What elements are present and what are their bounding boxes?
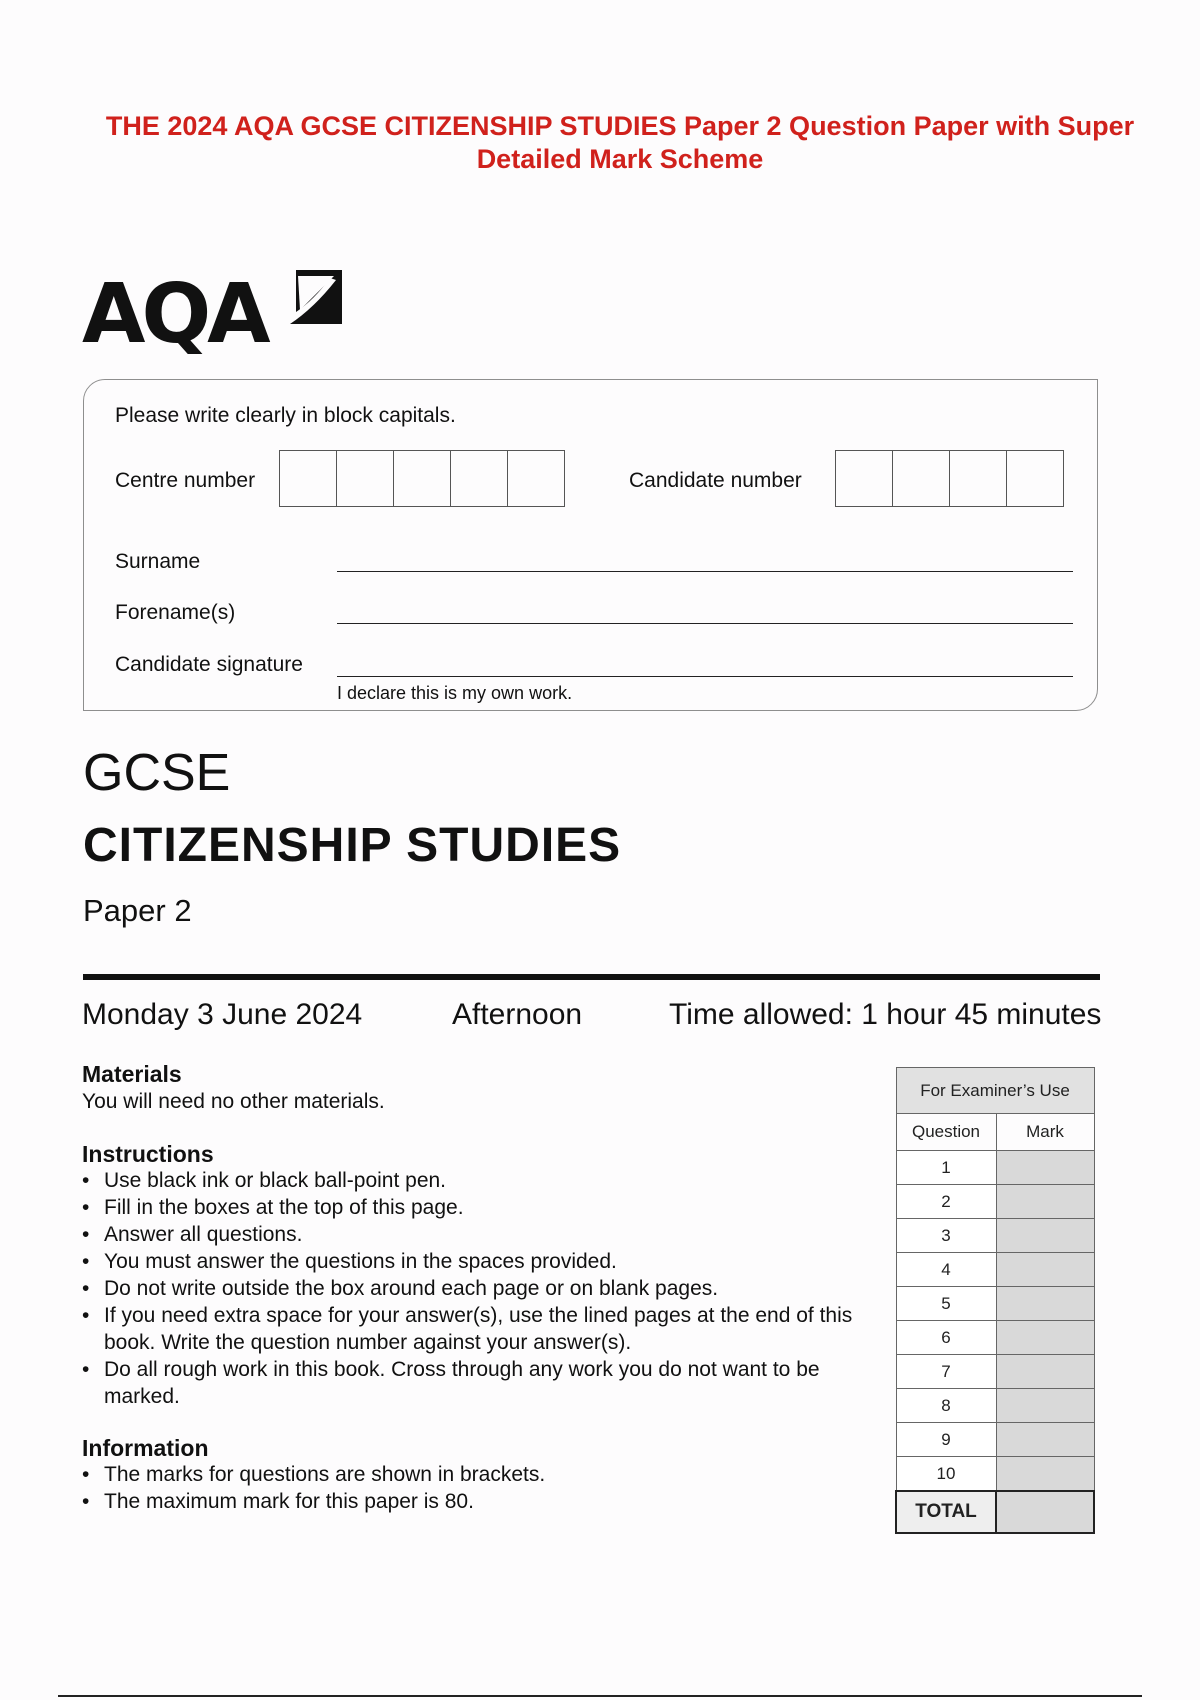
- list-item: • Use black ink or black ball-point pen.: [82, 1167, 872, 1194]
- mark-cell: [996, 1219, 1094, 1253]
- table-row: [896, 1457, 1094, 1492]
- table-row: [896, 1389, 1094, 1423]
- mark-cell: [996, 1287, 1094, 1321]
- list-item: • The maximum mark for this paper is 80.: [82, 1488, 872, 1515]
- table-row: [896, 1219, 1094, 1253]
- total-row: [896, 1491, 1094, 1533]
- time-allowed: Time allowed: 1 hour 45 minutes: [669, 998, 1102, 1031]
- instructions-list: [82, 1167, 872, 1410]
- table-row: [896, 1423, 1094, 1457]
- own-work-declaration: I declare this is my own work.: [337, 683, 573, 703]
- mark-cell: [996, 1185, 1094, 1219]
- question-number: 9: [896, 1423, 996, 1457]
- mark-cell: [996, 1457, 1094, 1492]
- forenames-label: Forename(s): [115, 601, 236, 624]
- mark-cell: [996, 1355, 1094, 1389]
- list-item: • You must answer the questions in the spaces provided.: [82, 1248, 872, 1275]
- candidate-number-digit[interactable]: [1007, 451, 1063, 506]
- exam-session: Afternoon: [452, 998, 583, 1031]
- mark-cell: [996, 1151, 1094, 1185]
- mark-column-header: Mark: [996, 1114, 1094, 1151]
- heading-divider: [83, 974, 1100, 980]
- centre-number-digit[interactable]: [451, 451, 508, 506]
- question-number: 1: [896, 1151, 996, 1185]
- table-row: [896, 1287, 1094, 1321]
- materials-text: You will need no other materials.: [82, 1090, 385, 1113]
- question-number: 2: [896, 1185, 996, 1219]
- aqa-logo: [82, 265, 352, 365]
- instructions-heading: Instructions: [82, 1141, 214, 1167]
- centre-number-label: Centre number: [115, 469, 256, 492]
- table-row: [896, 1321, 1094, 1355]
- total-mark-cell: [996, 1491, 1094, 1533]
- materials-heading: Materials: [82, 1061, 182, 1087]
- table-row: [896, 1253, 1094, 1287]
- information-list: [82, 1461, 872, 1515]
- centre-number-boxes[interactable]: [279, 450, 565, 507]
- question-number: 3: [896, 1219, 996, 1253]
- information-heading: Information: [82, 1435, 209, 1461]
- centre-number-digit[interactable]: [394, 451, 451, 506]
- centre-number-digit[interactable]: [508, 451, 564, 506]
- list-item: • The marks for questions are shown in brackets.: [82, 1461, 872, 1488]
- document-banner-title: THE 2024 AQA GCSE CITIZENSHIP STUDIES Paper 2 Question Paper with Super Detailed Mark Scheme: [105, 111, 1135, 174]
- examiners-use-title: For Examiner’s Use: [896, 1068, 1094, 1114]
- list-item: • Do all rough work in this book. Cross through any work you do not want to be marked.: [82, 1356, 872, 1410]
- list-item: • Fill in the boxes at the top of this page.: [82, 1194, 872, 1221]
- question-number: 8: [896, 1389, 996, 1423]
- aqa-logo-text: AQA: [82, 267, 267, 362]
- mark-cell: [996, 1423, 1094, 1457]
- question-number: 4: [896, 1253, 996, 1287]
- footer-divider: [58, 1695, 1142, 1697]
- mark-cell: [996, 1321, 1094, 1355]
- list-item: • If you need extra space for your answer(s), use the lined pages at the end of this book. Write the question number against your answer(s).: [82, 1302, 872, 1356]
- aqa-logo-mark-icon: [284, 268, 344, 326]
- total-label: TOTAL: [896, 1491, 996, 1533]
- list-item: • Do not write outside the box around each page or on blank pages.: [82, 1275, 872, 1302]
- paper-number: Paper 2: [83, 893, 192, 928]
- question-number: 7: [896, 1355, 996, 1389]
- forenames-field[interactable]: [337, 623, 1073, 624]
- candidate-number-digit[interactable]: [836, 451, 893, 506]
- exam-date: Monday 3 June 2024: [82, 998, 363, 1031]
- candidate-number-label: Candidate number: [629, 469, 802, 492]
- list-item: • Answer all questions.: [82, 1221, 872, 1248]
- question-number: 5: [896, 1287, 996, 1321]
- mark-cell: [996, 1253, 1094, 1287]
- qualification-level: GCSE: [83, 744, 231, 802]
- candidate-number-digit[interactable]: [893, 451, 950, 506]
- question-column-header: Question: [896, 1114, 996, 1151]
- block-capitals-instruction: Please write clearly in block capitals.: [115, 404, 456, 427]
- candidate-details-box: [83, 379, 1098, 711]
- subject-title: CITIZENSHIP STUDIES: [83, 819, 622, 872]
- candidate-signature-field[interactable]: [337, 676, 1073, 677]
- mark-cell: [996, 1389, 1094, 1423]
- candidate-number-digit[interactable]: [950, 451, 1007, 506]
- candidate-signature-label: Candidate signature: [115, 653, 303, 676]
- candidate-number-boxes[interactable]: [835, 450, 1064, 507]
- question-number: 10: [896, 1457, 996, 1492]
- examiners-use-table: [895, 1067, 1095, 1534]
- centre-number-digit[interactable]: [280, 451, 337, 506]
- question-number: 6: [896, 1321, 996, 1355]
- table-row: [896, 1355, 1094, 1389]
- table-row: [896, 1185, 1094, 1219]
- surname-label: Surname: [115, 550, 201, 573]
- surname-field[interactable]: [337, 571, 1073, 572]
- centre-number-digit[interactable]: [337, 451, 394, 506]
- table-row: [896, 1151, 1094, 1185]
